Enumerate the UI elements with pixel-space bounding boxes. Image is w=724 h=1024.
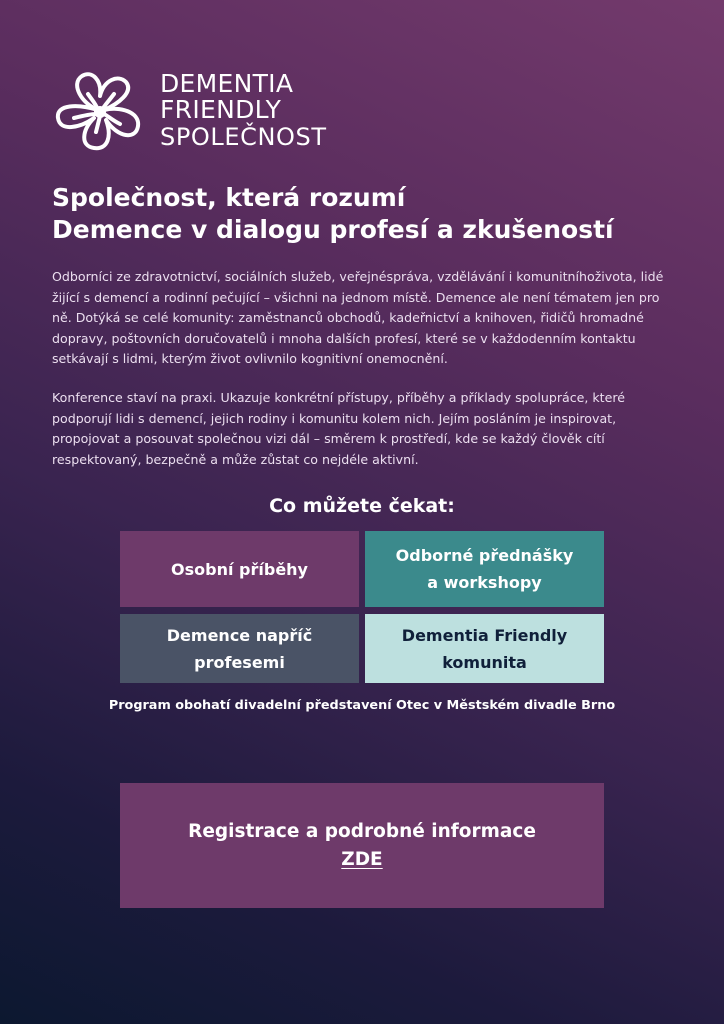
program-note: Program obohatí divadelní představení Otec v Městském divadle Brno: [108, 698, 616, 713]
tile-label: [396, 542, 574, 596]
tile-label: [402, 622, 567, 676]
tile-across-professions: [120, 614, 359, 683]
tile-label: Osobní příběhy: [171, 559, 308, 579]
tile-label-line-1: Dementia Friendly: [401, 625, 568, 645]
mission-paragraph: Konference staví na praxi. Ukazuje konkrétní přístupy, příběhy a příklady spolupráce, které podporují lidi s demencí, jejich rodiny i komunitu kolem nich. Jejím posláním je inspirovat, propojovat a posouvat společnou vizi dál – směrem k prostředí, kde se každý člověk cítí respektovaný, bezpečně a může zůstat co nejdéle aktivní.: [52, 390, 626, 467]
logo-line-3: SPOLEČNOST: [160, 123, 327, 151]
tile-label-line-1: Odborné přednášky: [395, 546, 574, 565]
tile-label-line-2: profesemi: [194, 652, 285, 672]
title-line-1: Společnost, která rozumí: [52, 183, 406, 212]
tile-label: [167, 622, 312, 676]
brand-logo: [52, 70, 352, 154]
registration-box: [120, 783, 604, 908]
registration-text: Registrace a podrobné informace: [188, 820, 536, 842]
registration-link[interactable]: ZDE: [341, 848, 383, 870]
tile-lectures-workshops: [365, 531, 604, 607]
flower-icon: [52, 70, 144, 152]
tile-label-line-1: Demence napříč: [166, 625, 313, 645]
tile-label-line-2: a workshopy: [427, 573, 542, 592]
logo-line-2: FRIENDLY: [160, 95, 282, 124]
title-line-2: Demence v dialogu profesí a zkušeností: [52, 215, 614, 244]
page-title: [52, 182, 692, 246]
tile-personal-stories: [120, 531, 359, 607]
tile-label-line-2: komunita: [442, 652, 527, 672]
expect-heading: Co můžete čekat:: [269, 495, 455, 517]
logo-line-1: DEMENTIA: [160, 69, 294, 98]
intro-paragraph: Odborníci ze zdravotnictví, sociálních služeb, veřejnéspráva, vzdělávání i komunitníhoživota, lidé žijící s demencí a rodinní pečující – všichni na jednom místě. Demence ale není tématem jen pro ně. Dotýká se celé komunity: zaměstnanců obchodů, kadeřnictví a knihoven, řidičů hromadné dopravy, poštovních doručovatelů i mnoha dalších profesí, které se v každodenním kontaktu setkávají s lidmi, kterým život ovlivnilo kognitivní onemocnění.: [52, 269, 664, 367]
tile-dementia-friendly-community: [365, 614, 604, 683]
